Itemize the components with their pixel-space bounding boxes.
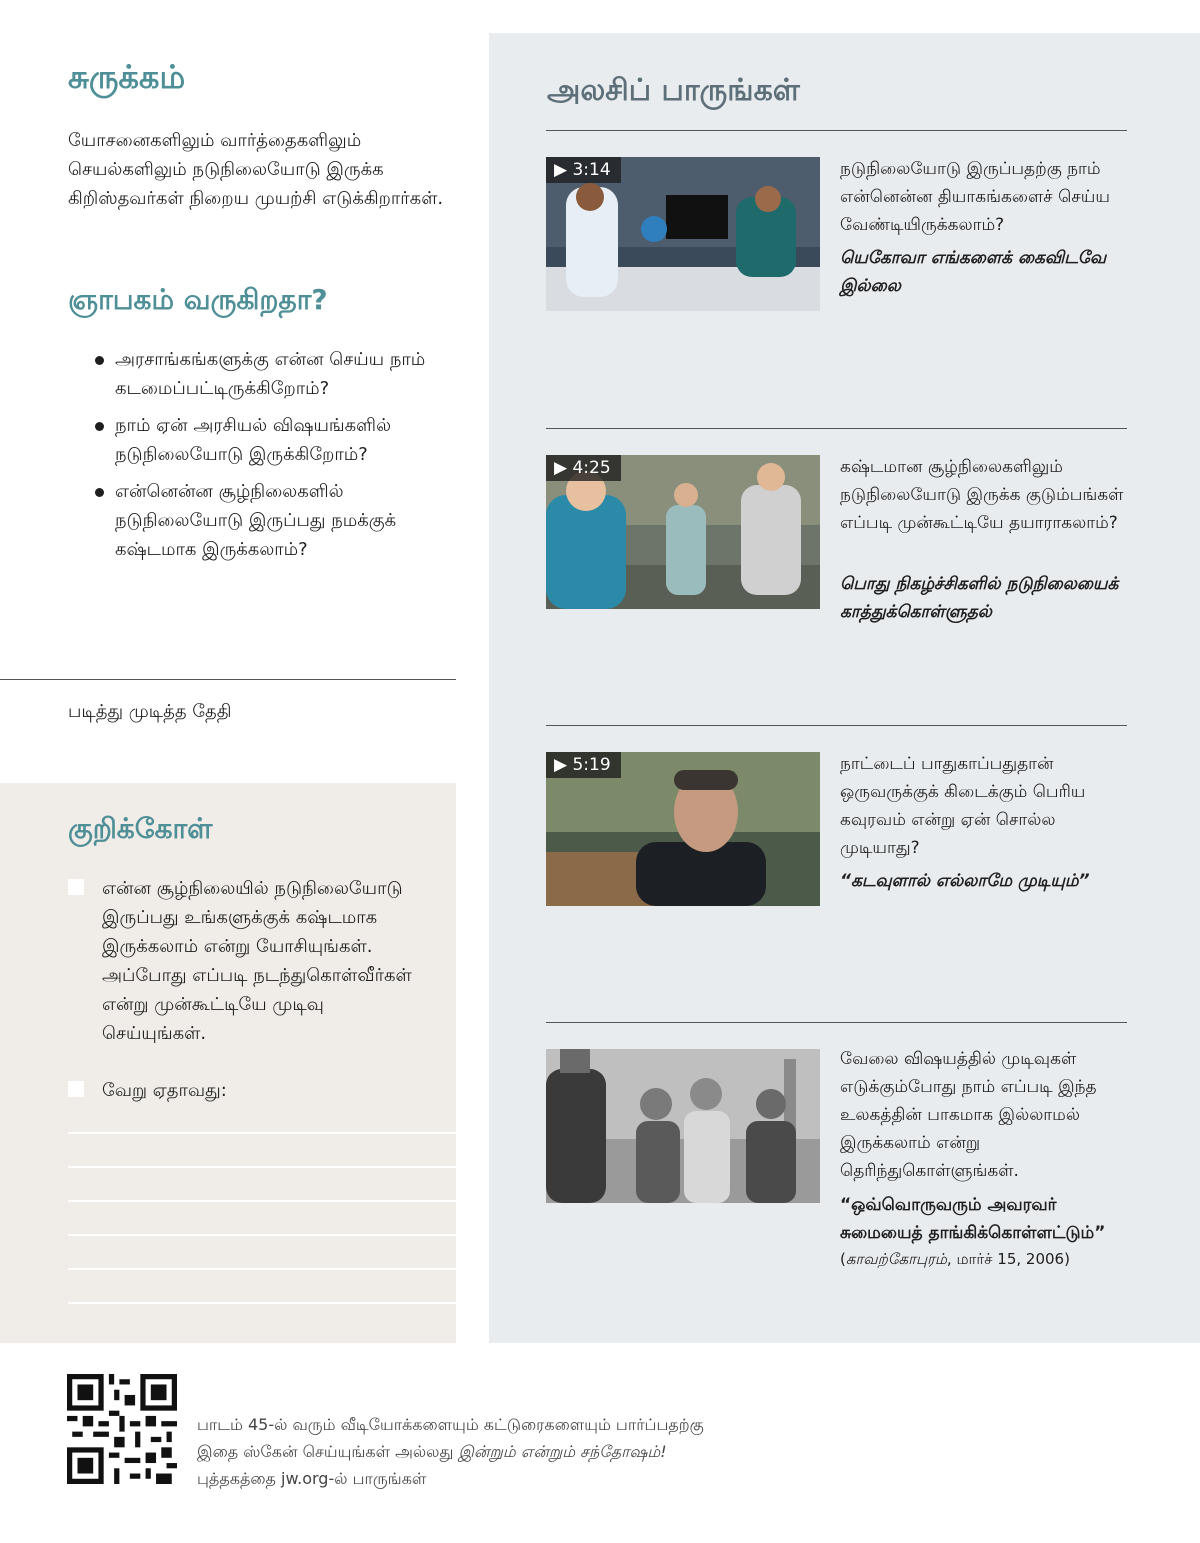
- footer-text: பாடம் 45-ல் வரும் வீடியோக்களையும் கட்டுரைகளையும் பார்ப்பதற்கு இதை ஸ்கேன் செய்யுங்கள் அல்லது இன்றும் என்றும் சந்தோஷம்! புத்தகத்தை jw.org-ல் பாருங்கள்: [197, 1415, 704, 1488]
- article-thumbnail[interactable]: [546, 1049, 820, 1203]
- recall-item: அரசாங்கங்களுக்கு என்ன செய்ய நாம் கடமைப்பட்டிருக்கிறோம்?: [93, 345, 453, 403]
- goal-title: குறிக்கோள்: [68, 812, 213, 845]
- video-thumbnail[interactable]: [546, 752, 820, 906]
- duration-badge: ▶ 4:25: [546, 455, 621, 481]
- qr-code-icon[interactable]: [67, 1374, 177, 1484]
- divider: [546, 725, 1127, 726]
- watch-title: அலசிப் பாருங்கள்: [547, 73, 800, 108]
- goal-item: [68, 1076, 428, 1105]
- video-title-link[interactable]: பொது நிகழ்ச்சிகளில் நடுநிலையைக் காத்துக்கொள்ளுதல்: [840, 574, 1119, 622]
- checkbox-icon[interactable]: [68, 879, 84, 895]
- duration-badge: ▶ 3:14: [546, 157, 621, 183]
- summary-title: சுருக்கம்: [68, 58, 186, 96]
- write-line[interactable]: [68, 1234, 456, 1236]
- write-line[interactable]: [68, 1200, 456, 1202]
- discussion-question: கஷ்டமான சூழ்நிலைகளிலும் நடுநிலையோடு இருக்க குடும்பங்கள் எப்படி முன்கூட்டியே தயாராகலாம்?: [840, 457, 1124, 533]
- date-completed-label: படித்து முடித்த தேதி: [68, 701, 232, 722]
- recall-list: [93, 345, 453, 572]
- divider: [546, 130, 1127, 131]
- play-icon: ▶: [554, 458, 568, 478]
- video-thumbnail[interactable]: [546, 455, 820, 609]
- book-title: இன்றும் என்றும் சந்தோஷம்!: [458, 1442, 667, 1461]
- write-line[interactable]: [68, 1132, 456, 1134]
- write-line[interactable]: [68, 1302, 456, 1304]
- video-title-link[interactable]: யெகோவா எங்களைக் கைவிடவே இல்லை: [840, 248, 1107, 296]
- recall-title: ஞாபகம் வருகிறதா?: [68, 283, 328, 316]
- recall-item: நாம் ஏன் அரசியல் விஷயங்களில் நடுநிலையோடு இருக்கிறோம்?: [93, 411, 453, 469]
- divider: [0, 679, 456, 680]
- goal-panel: [0, 783, 456, 1343]
- divider: [546, 428, 1127, 429]
- article-source: (காவற்கோபுரம், மார்ச் 15, 2006): [840, 1250, 1070, 1268]
- write-line[interactable]: [68, 1166, 456, 1168]
- goal-item-text: என்ன சூழ்நிலையில் நடுநிலையோடு இருப்பது உங்களுக்குக் கஷ்டமாக இருக்கலாம் என்று யோசியுங்கள். அப்போது எப்படி நடந்துகொள்வீர்கள் என்று முன்கூட்டியே முடிவு செய்யுங்கள்.: [102, 878, 412, 1044]
- article-title-link[interactable]: “ஒவ்வொருவரும் அவரவர் சுமையைத் தாங்கிக்கொள்ளட்டும்”: [840, 1195, 1106, 1243]
- summary-text: யோசனைகளிலும் வார்த்தைகளிலும் செயல்களிலும் நடுநிலையோடு இருக்க கிறிஸ்தவர்கள் நிறைய முயற்சி எடுக்கிறார்கள்.: [68, 130, 444, 209]
- source-publication: காவற்கோபுரம்: [845, 1250, 947, 1268]
- discussion-question: வேலை விஷயத்தில் முடிவுகள் எடுக்கும்போது நாம் எப்படி இந்த உலகத்தின் பாகமாக இல்லாமல் இருக்கலாம் என்று தெரிந்துகொள்ளுங்கள்.: [840, 1049, 1097, 1181]
- goal-item: [68, 874, 428, 1048]
- duration-badge: ▶ 5:19: [546, 752, 621, 778]
- recall-item: என்னென்ன சூழ்நிலைகளில் நடுநிலையோடு இருப்பது நமக்குக் கஷ்டமாக இருக்கலாம்?: [93, 477, 453, 564]
- divider: [546, 1022, 1127, 1023]
- play-icon: ▶: [554, 755, 568, 775]
- watch-panel: [489, 33, 1200, 1343]
- video-title-link[interactable]: “கடவுளால் எல்லாமே முடியும்”: [840, 871, 1090, 891]
- write-line[interactable]: [68, 1268, 456, 1270]
- ancient-men-illustration: [546, 1049, 820, 1203]
- article-title-block: [840, 1191, 1130, 1271]
- discussion-question: நடுநிலையோடு இருப்பதற்கு நாம் என்னென்ன தியாகங்களைச் செய்ய வேண்டியிருக்கலாம்?: [840, 159, 1110, 235]
- video-thumbnail[interactable]: [546, 157, 820, 311]
- goal-item-text: வேறு ஏதாவது:: [102, 1080, 227, 1101]
- checkbox-icon[interactable]: [68, 1081, 84, 1097]
- play-icon: ▶: [554, 160, 568, 180]
- discussion-question: நாட்டைப் பாதுகாப்பதுதான் ஒருவருக்குக் கிடைக்கும் பெரிய கவுரவம் என்று ஏன் சொல்ல முடியாது?: [840, 754, 1086, 858]
